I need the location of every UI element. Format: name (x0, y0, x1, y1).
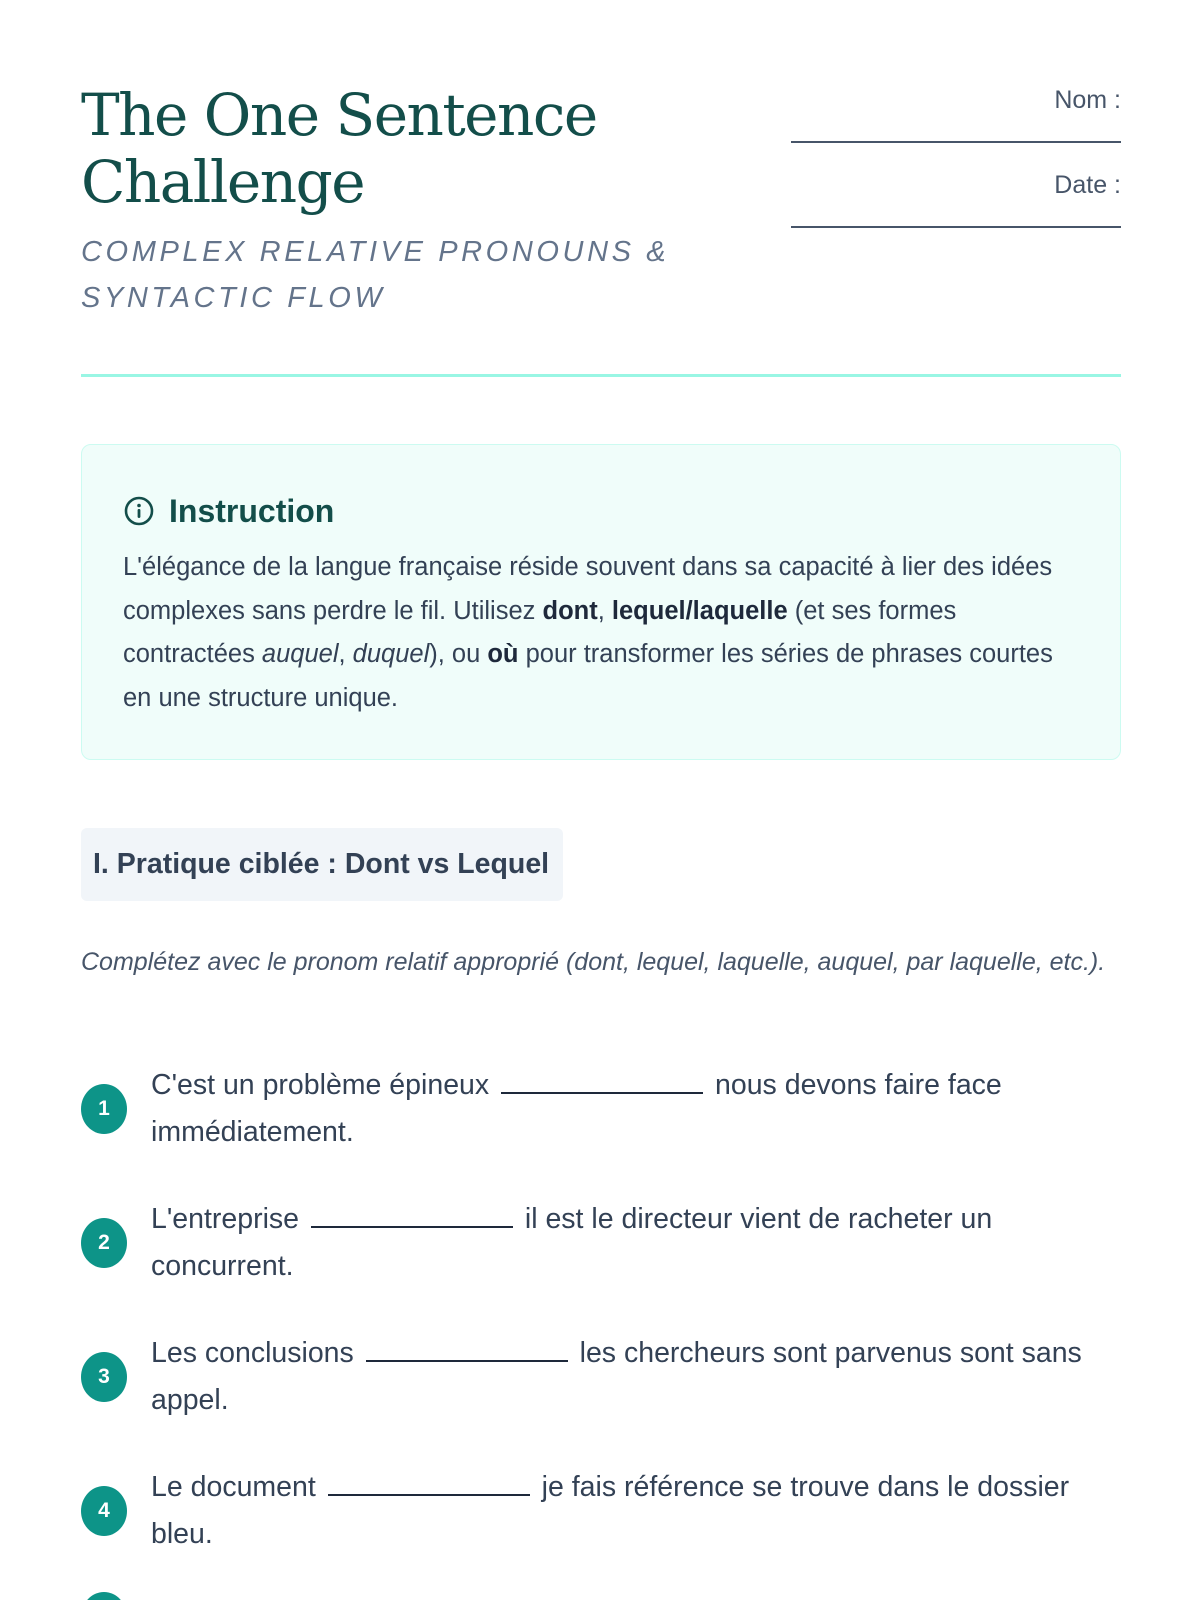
sentence-end: je fais référence se trouve dans le dossier bleu. (151, 1471, 1070, 1550)
keyword-auquel: auquel (261, 640, 339, 668)
title-line-2: Challenge (81, 148, 365, 216)
keyword-dont: dont (542, 596, 598, 625)
instruction-text (123, 546, 1080, 720)
instruction-text-part: pour transformer les séries de phrases courtes en une structure unique. (123, 640, 1053, 712)
sentence-end: nous devons faire face immédiatement. (151, 1069, 1002, 1148)
instruction-text-part: L'élégance de la langue française réside souvent dans sa capacité à lier des idées complexes sans perdre le fil. Utilisez (123, 553, 1053, 625)
answer-blank[interactable] (366, 1358, 568, 1362)
page-subtitle (81, 229, 721, 321)
section-heading: I. Pratique ciblée : Dont vs Lequel (81, 828, 563, 901)
subtitle-line-2: SYNTACTIC FLOW (81, 282, 386, 314)
name-label: Nom : (1054, 86, 1121, 114)
sentence-start: Les conclusions (151, 1337, 362, 1369)
answer-blank[interactable] (501, 1090, 703, 1094)
date-label: Date : (1054, 171, 1121, 199)
exercise-number-badge: 1 (81, 1084, 127, 1134)
sentence-start: C'est un problème épineux (151, 1069, 498, 1101)
worksheet-page (81, 0, 1121, 1550)
exercise-item (81, 1062, 1121, 1155)
student-info (791, 84, 1121, 254)
exercise-item (81, 1196, 1121, 1289)
exercise-number-badge: 4 (81, 1486, 127, 1536)
answer-blank[interactable] (328, 1492, 530, 1496)
exercise-number-badge-partial (81, 1592, 127, 1600)
header-divider (81, 374, 1121, 377)
instruction-text-part: , (338, 640, 353, 668)
exercise-item (81, 1464, 1121, 1557)
exercise-sentence (151, 1062, 1121, 1155)
instruction-text-part: ), ou (429, 640, 488, 668)
title-line-1: The One Sentence (81, 81, 597, 149)
sentence-start: L'entreprise (151, 1203, 307, 1235)
sentence-end: les chercheurs sont parvenus sont sans appel. (151, 1337, 1082, 1416)
sentence-start: Le document (151, 1471, 324, 1503)
page-title (81, 82, 701, 216)
worksheet-header (81, 0, 1121, 376)
exercise-number-badge: 3 (81, 1352, 127, 1402)
name-field[interactable] (791, 141, 1121, 143)
sentence-end: il est le directeur vient de racheter un concurrent. (151, 1203, 993, 1282)
answer-blank[interactable] (311, 1224, 513, 1228)
exercise-sentence (151, 1196, 1121, 1289)
exercise-sentence (151, 1330, 1121, 1423)
section-instructions: Complétez avec le pronom relatif approprié (dont, lequel, laquelle, auquel, par laquelle, etc.). (81, 948, 1106, 976)
info-circle-icon (123, 495, 155, 527)
instruction-header (123, 491, 1080, 531)
instruction-box (81, 444, 1121, 760)
exercise-item (81, 1330, 1121, 1423)
keyword-lequel-laquelle: lequel/laquelle (611, 596, 788, 625)
keyword-ou: où (487, 640, 519, 668)
instruction-text-part: (et ses formes contractées (123, 596, 957, 668)
exercise-number-badge: 2 (81, 1218, 127, 1268)
keyword-duquel: duquel (352, 640, 430, 668)
instruction-title: Instruction (169, 492, 335, 529)
date-field[interactable] (791, 226, 1121, 228)
exercise-sentence (151, 1464, 1121, 1557)
instruction-text-part: , (597, 596, 612, 625)
subtitle-line-1: COMPLEX RELATIVE PRONOUNS & (81, 236, 670, 268)
